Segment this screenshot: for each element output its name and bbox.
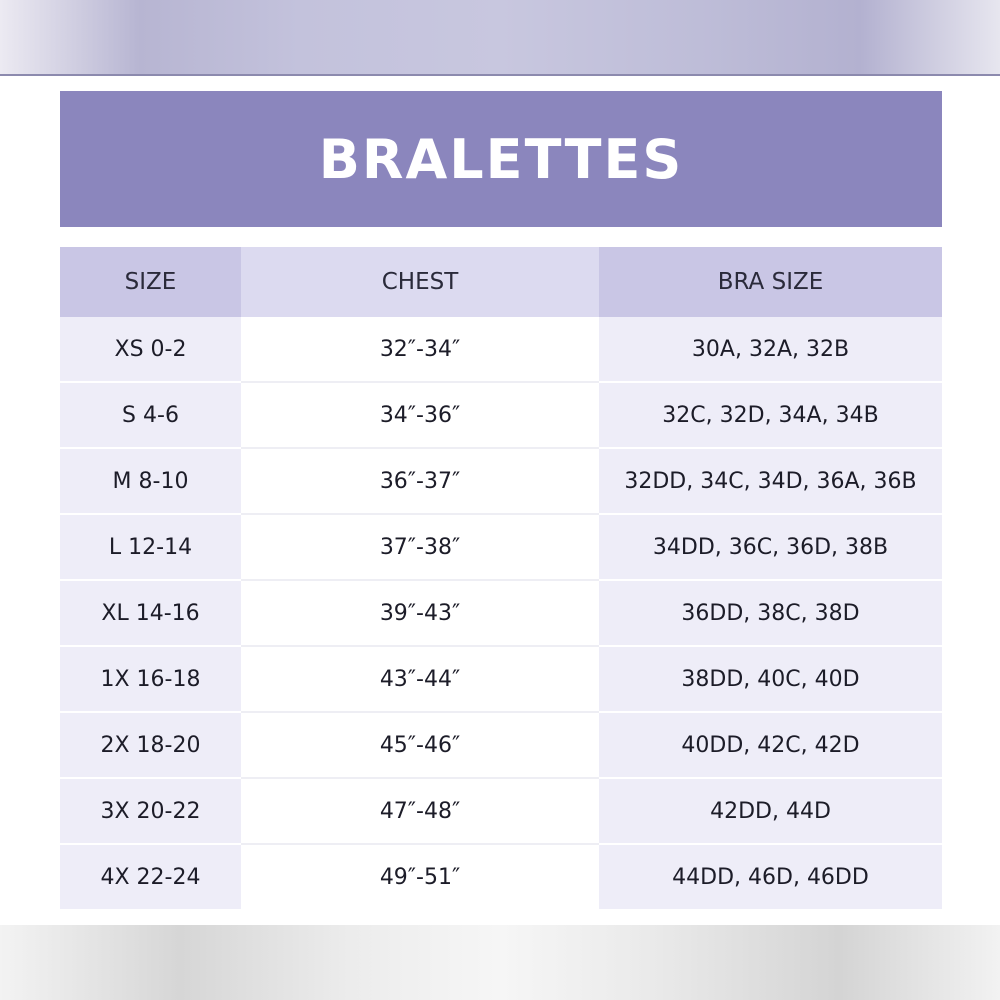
bra-size-cell: 30A, 32A, 32B: [599, 317, 942, 382]
chest-cell: 47″-48″: [241, 778, 599, 844]
chest-cell: 37″-38″: [241, 514, 599, 580]
size-table: [60, 247, 942, 909]
size-cell: XS 0-2: [60, 317, 241, 382]
chest-cell: 43″-44″: [241, 646, 599, 712]
size-cell: L 12-14: [60, 514, 241, 580]
bra-size-cell: 34DD, 36C, 36D, 38B: [599, 514, 942, 580]
column-header-chest: CHEST: [241, 247, 599, 317]
table-row: [60, 514, 942, 580]
chest-cell: 36″-37″: [241, 448, 599, 514]
chart-title: BRALETTES: [318, 127, 684, 191]
table-row: [60, 712, 942, 778]
top-background-band: [0, 0, 1000, 76]
size-cell: 3X 20-22: [60, 778, 241, 844]
bottom-background-band: [0, 925, 1000, 1000]
table-header-row: [60, 247, 942, 317]
bra-size-cell: 36DD, 38C, 38D: [599, 580, 942, 646]
bra-size-cell: 42DD, 44D: [599, 778, 942, 844]
column-header-size: SIZE: [60, 247, 241, 317]
table-row: [60, 382, 942, 448]
table-row: [60, 317, 942, 382]
size-cell: S 4-6: [60, 382, 241, 448]
chest-cell: 32″-34″: [241, 317, 599, 382]
table-row: [60, 448, 942, 514]
table-row: [60, 844, 942, 909]
bra-size-cell: 32DD, 34C, 34D, 36A, 36B: [599, 448, 942, 514]
table-row: [60, 778, 942, 844]
title-banner: [60, 91, 942, 227]
size-cell: M 8-10: [60, 448, 241, 514]
bra-size-cell: 38DD, 40C, 40D: [599, 646, 942, 712]
table-row: [60, 580, 942, 646]
size-cell: 4X 22-24: [60, 844, 241, 909]
size-cell: 1X 16-18: [60, 646, 241, 712]
table-row: [60, 646, 942, 712]
bra-size-cell: 32C, 32D, 34A, 34B: [599, 382, 942, 448]
chest-cell: 49″-51″: [241, 844, 599, 909]
bra-size-cell: 44DD, 46D, 46DD: [599, 844, 942, 909]
size-cell: XL 14-16: [60, 580, 241, 646]
chest-cell: 45″-46″: [241, 712, 599, 778]
bra-size-cell: 40DD, 42C, 42D: [599, 712, 942, 778]
column-header-bra-size: BRA SIZE: [599, 247, 942, 317]
chest-cell: 34″-36″: [241, 382, 599, 448]
size-cell: 2X 18-20: [60, 712, 241, 778]
chest-cell: 39″-43″: [241, 580, 599, 646]
